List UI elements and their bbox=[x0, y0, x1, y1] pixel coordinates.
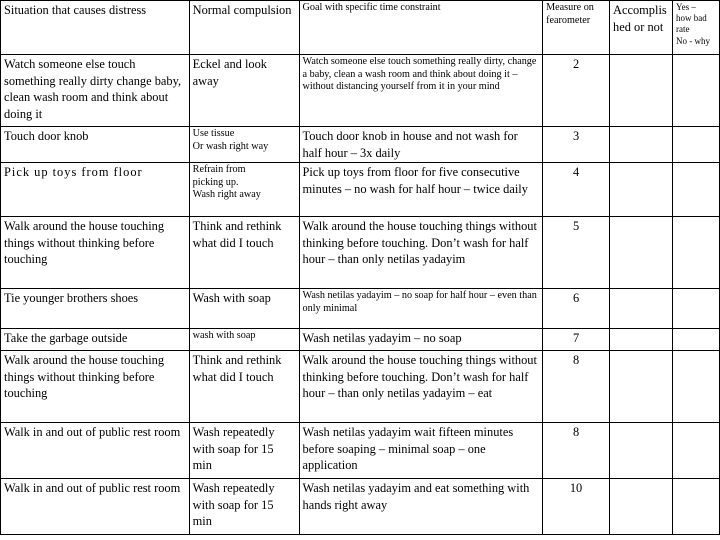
table-row bbox=[1, 127, 720, 163]
yes-no-cell bbox=[673, 55, 720, 127]
goal-cell: Watch someone else touch something really dirty, change a baby, clean a wash room and think about doing it – without distancing yourself from it in your mind bbox=[299, 55, 543, 127]
compulsion-cell: wash with soap bbox=[189, 329, 299, 351]
measure-cell: 8 bbox=[543, 351, 610, 423]
accomplished-cell bbox=[610, 127, 673, 163]
compulsion-line: picking up. bbox=[192, 176, 239, 188]
accomplished-cell bbox=[610, 217, 673, 289]
compulsion-cell: Wash repeatedly with soap for 15 min bbox=[189, 423, 299, 479]
measure-cell: 7 bbox=[543, 329, 610, 351]
yes-no-cell bbox=[673, 127, 720, 163]
yes-no-cell bbox=[673, 329, 720, 351]
compulsion-cell: Wash repeatedly with soap for 15 min bbox=[189, 479, 299, 535]
header-yes-no bbox=[673, 1, 720, 55]
goal-cell: Wash netilas yadayim – no soap for half hour – even than only minimal bbox=[299, 289, 543, 329]
situation-cell: Walk in and out of public rest room bbox=[1, 423, 190, 479]
measure-cell: 8 bbox=[543, 423, 610, 479]
yes-no-cell bbox=[673, 479, 720, 535]
header-measure: Measure on fearometer bbox=[543, 1, 610, 55]
goal-cell: Pick up toys from floor for five consecutive minutes – no wash for half hour – twice daily bbox=[299, 163, 543, 217]
goal-cell: Walk around the house touching things without thinking before touching. Don’t wash for half hour – than only netilas yadayim bbox=[299, 217, 543, 289]
compulsion-line: Use tissue bbox=[192, 128, 235, 139]
goal-cell: Touch door knob in house and not wash for half hour – 3x daily bbox=[299, 127, 543, 163]
header-row bbox=[1, 1, 720, 55]
compulsion-line: Refrain from bbox=[192, 164, 246, 175]
yes-no-cell bbox=[673, 163, 720, 217]
yes-no-cell bbox=[673, 289, 720, 329]
table-row bbox=[1, 423, 720, 479]
header-yes-line: rate bbox=[676, 24, 690, 35]
measure-cell: 6 bbox=[543, 289, 610, 329]
situation-cell: Walk around the house touching things without thinking before touching bbox=[1, 217, 190, 289]
goal-cell: Wash netilas yadayim – no soap bbox=[299, 329, 543, 351]
header-situation: Situation that causes distress bbox=[1, 1, 190, 55]
table-row bbox=[1, 329, 720, 351]
measure-cell: 5 bbox=[543, 217, 610, 289]
table-row bbox=[1, 163, 720, 217]
compulsion-cell: Think and rethink what did I touch bbox=[189, 351, 299, 423]
accomplished-cell bbox=[610, 163, 673, 217]
table-row bbox=[1, 55, 720, 127]
header-yes-line: No - why bbox=[676, 35, 711, 46]
measure-cell: 4 bbox=[543, 163, 610, 217]
compulsion-cell bbox=[189, 127, 299, 163]
compulsion-cell bbox=[189, 163, 299, 217]
table-row bbox=[1, 351, 720, 423]
measure-cell: 2 bbox=[543, 55, 610, 127]
goal-cell: Wash netilas yadayim wait fifteen minutes before soaping – minimal soap – one application bbox=[299, 423, 543, 479]
yes-no-cell bbox=[673, 423, 720, 479]
table-row bbox=[1, 289, 720, 329]
situation-cell: Walk in and out of public rest room bbox=[1, 479, 190, 535]
situation-cell: Pick up toys from floor bbox=[1, 163, 190, 217]
situation-cell: Tie younger brothers shoes bbox=[1, 289, 190, 329]
compulsion-cell: Wash with soap bbox=[189, 289, 299, 329]
measure-cell: 3 bbox=[543, 127, 610, 163]
header-normal-compulsion: Normal compulsion bbox=[189, 1, 299, 55]
header-goal: Goal with specific time constraint bbox=[299, 1, 543, 55]
table-row bbox=[1, 217, 720, 289]
accomplished-cell bbox=[610, 351, 673, 423]
accomplished-cell bbox=[610, 55, 673, 127]
compulsion-line: Wash right away bbox=[192, 189, 261, 201]
situation-cell: Watch someone else touch something really dirty change baby, clean wash room and think about doing it bbox=[1, 55, 190, 127]
table-row bbox=[1, 479, 720, 535]
yes-no-cell bbox=[673, 351, 720, 423]
situation-cell: Touch door knob bbox=[1, 127, 190, 163]
header-yes-line: how bad bbox=[676, 13, 707, 24]
accomplished-cell bbox=[610, 329, 673, 351]
yes-no-cell bbox=[673, 217, 720, 289]
compulsion-line: Or wash right way bbox=[192, 140, 269, 152]
accomplished-cell bbox=[610, 423, 673, 479]
measure-cell: 10 bbox=[543, 479, 610, 535]
situation-cell: Walk around the house touching things without thinking before touching bbox=[1, 351, 190, 423]
accomplished-cell bbox=[610, 479, 673, 535]
accomplished-cell bbox=[610, 289, 673, 329]
goal-cell: Walk around the house touching things without thinking before touching. Don’t wash for half hour – than only netilas yadayim – eat bbox=[299, 351, 543, 423]
situation-cell: Take the garbage outside bbox=[1, 329, 190, 351]
header-yes-line: Yes – bbox=[676, 2, 696, 12]
compulsion-cell: Eckel and look away bbox=[189, 55, 299, 127]
header-accomplished: Accomplis hed or not bbox=[610, 1, 673, 55]
goal-cell: Wash netilas yadayim and eat something with hands right away bbox=[299, 479, 543, 535]
compulsion-cell: Think and rethink what did I touch bbox=[189, 217, 299, 289]
